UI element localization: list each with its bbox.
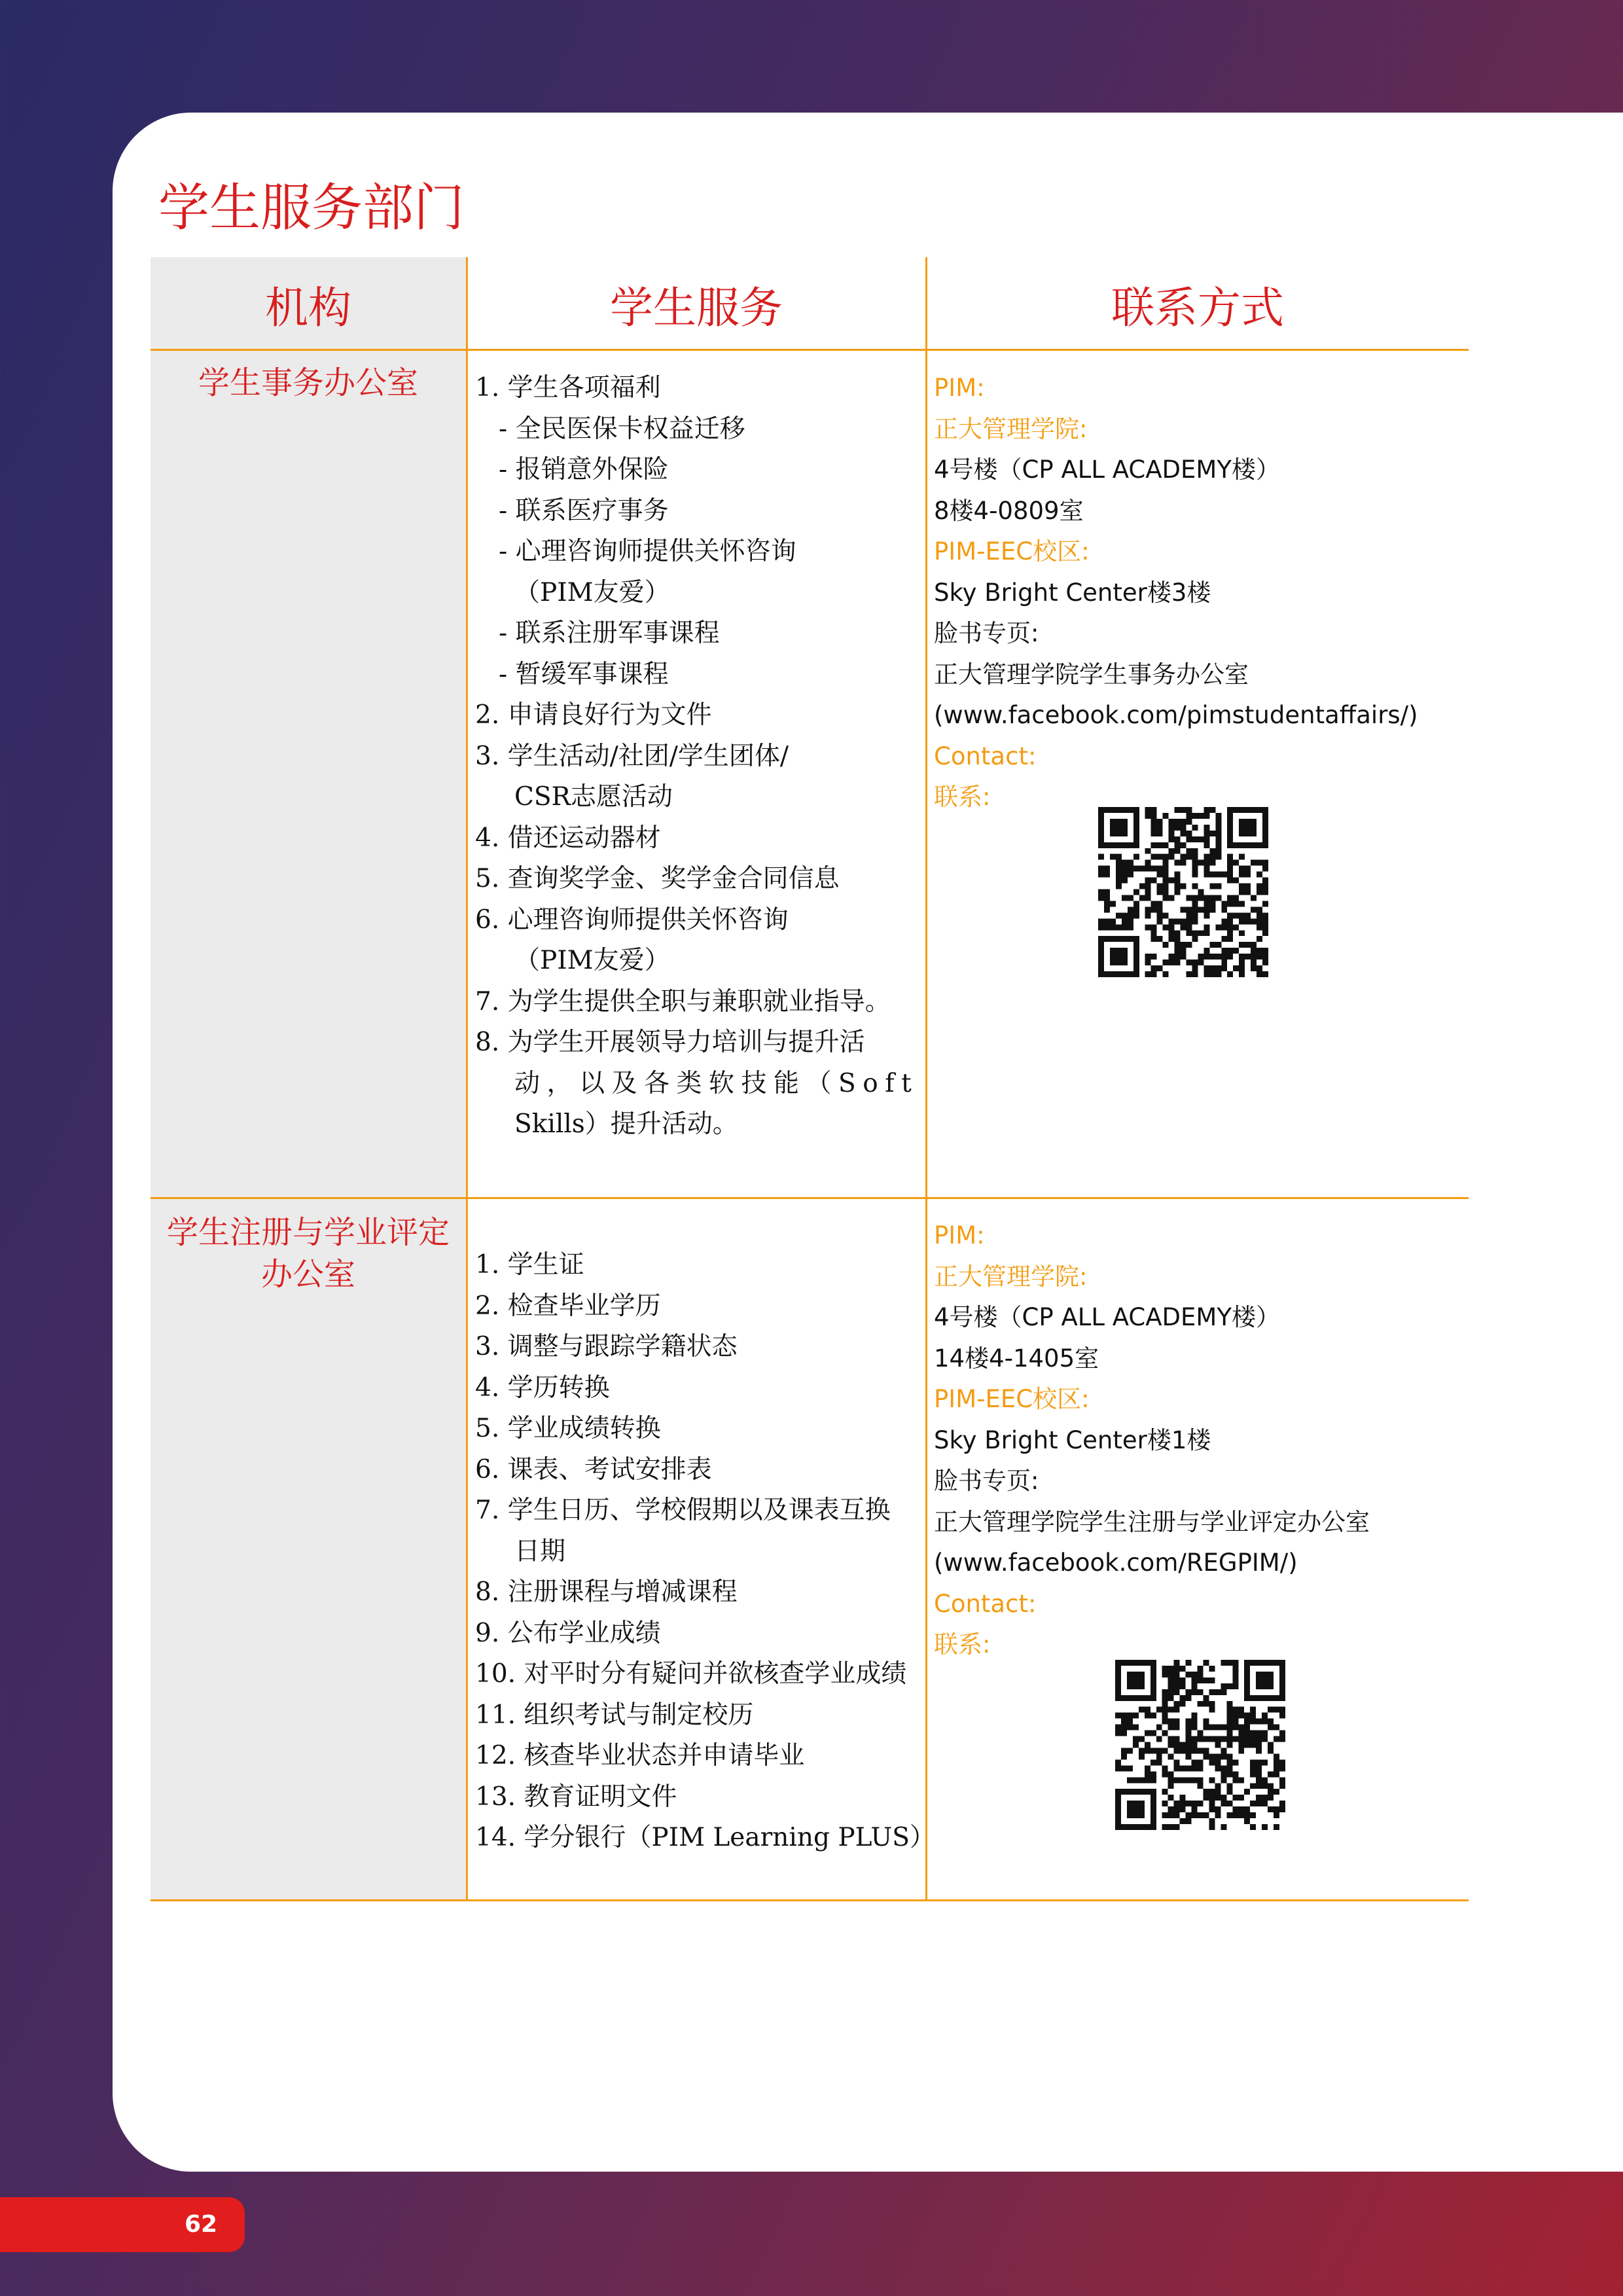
- row-divider: [151, 1899, 1469, 1901]
- service-item: 7. 学生日历、学校假期以及课表互换: [475, 1496, 891, 1525]
- page-number: 62: [185, 2211, 218, 2238]
- contact-label-english: Contact:: [934, 742, 1037, 770]
- organization-name-line: 办公室: [260, 1256, 355, 1293]
- contact-building: Sky Bright Center楼1楼: [934, 1426, 1211, 1454]
- contact-campus-label: PIM-EEC校区:: [934, 1385, 1090, 1413]
- header-services: 学生服务: [610, 282, 783, 333]
- service-item: 4. 借还运动器材: [475, 823, 661, 853]
- service-item: 5. 学业成绩转换: [475, 1414, 661, 1443]
- organization-name-line: 学生注册与学业评定: [166, 1214, 450, 1251]
- contact-info: [934, 368, 1471, 818]
- service-item: 2. 申请良好行为文件: [475, 700, 712, 730]
- service-item: 3. 调整与跟踪学籍状态: [475, 1332, 738, 1361]
- contact-facebook-label: 脸书专页:: [934, 1467, 1039, 1495]
- service-item: 5. 查询奖学金、奖学金合同信息: [475, 864, 840, 893]
- header-contact: 联系方式: [1111, 282, 1284, 333]
- contact-room: 14楼4-1405室: [934, 1344, 1099, 1372]
- contact-school-label: 正大管理学院:: [934, 1262, 1088, 1291]
- contact-info: [934, 1215, 1471, 1666]
- contact-building: 4号楼（CP ALL ACADEMY楼）: [934, 1303, 1280, 1331]
- service-subitem: - 暂缓军事课程: [499, 659, 669, 689]
- header-organization: 机构: [265, 282, 351, 333]
- contact-label-chinese: 联系:: [934, 1630, 991, 1659]
- service-item: 6. 心理咨询师提供关怀咨询: [475, 905, 789, 935]
- organization-name: [151, 362, 466, 404]
- contact-campus-label: PIM:: [934, 374, 985, 402]
- contact-facebook-link[interactable]: (www.facebook.com/pimstudentaffairs/): [934, 701, 1418, 729]
- service-subitem: - 全民医保卡权益迁移: [499, 414, 745, 444]
- contact-building: Sky Bright Center楼3楼: [934, 578, 1211, 607]
- qr-code-icon[interactable]: [1098, 807, 1268, 977]
- service-item: 9. 公布学业成绩: [475, 1618, 661, 1648]
- contact-school-label: 正大管理学院:: [934, 414, 1088, 443]
- service-subitem: - 联系注册军事课程: [499, 619, 720, 648]
- row-divider: [151, 1197, 1469, 1199]
- contact-room: 8楼4-0809室: [934, 496, 1084, 525]
- service-item: 8. 注册课程与增减课程: [475, 1577, 738, 1607]
- organization-name: [151, 1211, 466, 1295]
- contact-facebook-page-name: 正大管理学院学生注册与学业评定办公室: [934, 1507, 1370, 1536]
- service-item-continuation: CSR志愿活动: [514, 782, 673, 812]
- page-title: 学生服务部门: [158, 179, 465, 238]
- service-item: 10. 对平时分有疑问并欲核查学业成绩: [475, 1659, 907, 1689]
- organization-column-background: [151, 257, 466, 1901]
- organization-name-line: 学生事务办公室: [198, 365, 418, 401]
- qr-code-icon[interactable]: [1115, 1660, 1285, 1830]
- service-item-continuation: 动，以及各类软技能（Soft: [514, 1068, 919, 1098]
- column-divider: [466, 257, 468, 1901]
- contact-building: 4号楼（CP ALL ACADEMY楼）: [934, 456, 1280, 484]
- contact-label-chinese: 联系:: [934, 783, 991, 811]
- service-item: 3. 学生活动/社团/学生团体/: [475, 741, 789, 771]
- services-table: [151, 257, 1469, 1901]
- service-item: 13. 教育证明文件: [475, 1782, 677, 1812]
- service-item: 11. 组织考试与制定校历: [475, 1700, 754, 1730]
- service-subitem: - 心理咨询师提供关怀咨询: [499, 537, 796, 566]
- contact-campus-label: PIM-EEC校区:: [934, 537, 1090, 565]
- contact-label-english: Contact:: [934, 1589, 1037, 1618]
- service-item-continuation: （PIM友爱）: [514, 946, 670, 975]
- contact-facebook-link[interactable]: (www.facebook.com/REGPIM/): [934, 1549, 1298, 1577]
- contact-facebook-label: 脸书专页:: [934, 619, 1039, 647]
- service-subitem: - 联系医疗事务: [499, 495, 669, 526]
- service-item: 7. 为学生提供全职与兼职就业指导。: [475, 986, 891, 1016]
- contact-campus-label: PIM:: [934, 1221, 985, 1249]
- service-item: 6. 课表、考试安排表: [475, 1454, 712, 1484]
- service-item: 1. 学生证: [475, 1250, 584, 1280]
- service-item: 14. 学分银行（PIM Learning PLUS）: [475, 1823, 935, 1852]
- service-item-continuation: 日期: [514, 1536, 566, 1566]
- service-subitem: - 报销意外保险: [499, 455, 669, 484]
- service-item: 12. 核查毕业状态并申请毕业: [475, 1741, 805, 1770]
- service-item-continuation: Skills）提升活动。: [514, 1109, 738, 1139]
- contact-facebook-page-name: 正大管理学院学生事务办公室: [934, 660, 1249, 689]
- service-item: 2. 检查毕业学历: [475, 1291, 661, 1321]
- service-subitem-continuation: （PIM友爱）: [514, 577, 670, 607]
- service-item: 8. 为学生开展领导力培训与提升活: [475, 1028, 865, 1057]
- service-item: 1. 学生各项福利: [475, 373, 661, 403]
- service-item: 4. 学历转换: [475, 1372, 610, 1403]
